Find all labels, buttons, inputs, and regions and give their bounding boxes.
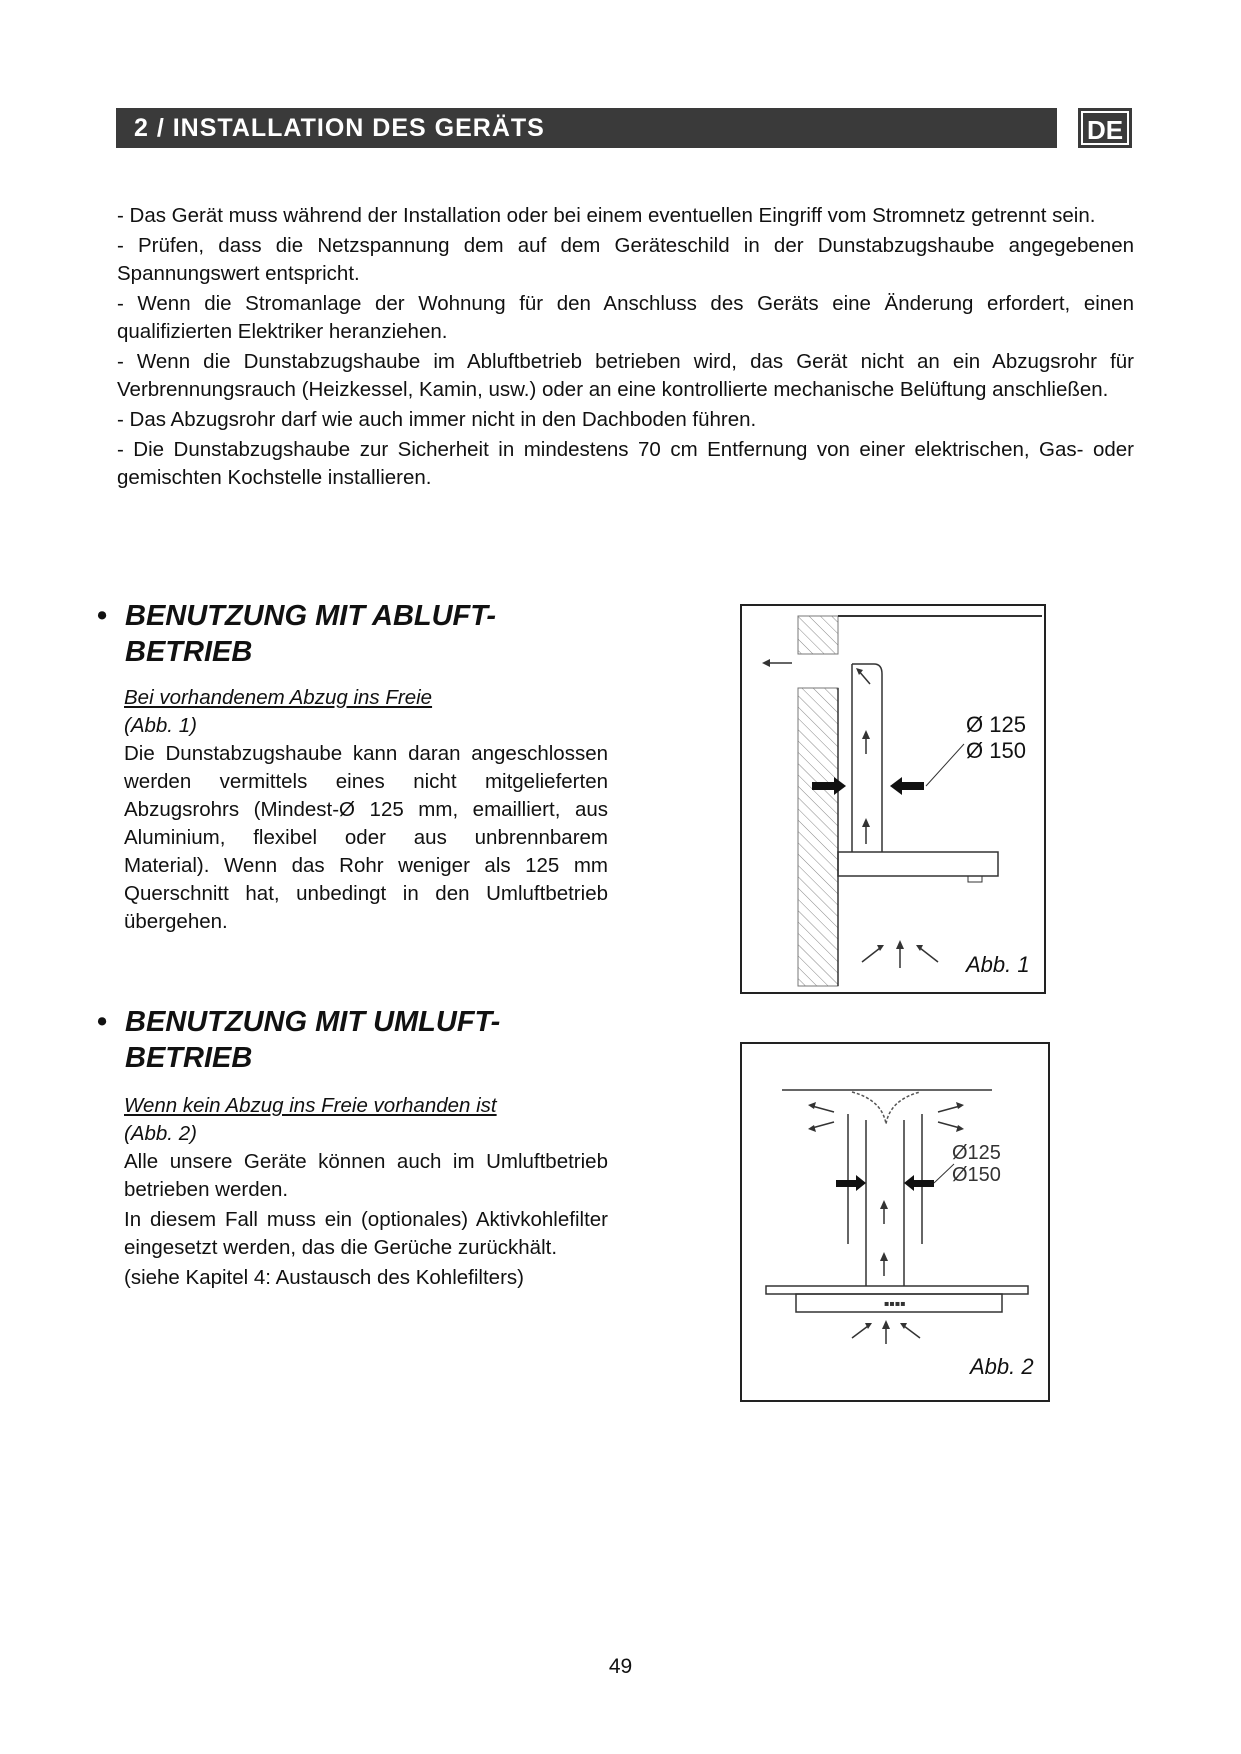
section2-title-line1: BENUTZUNG MIT UMLUFT- xyxy=(125,1006,501,1038)
intro-paragraph: - Wenn die Stromanlage der Wohnung für den Anschluss des Geräts eine Änderung erfordert, einen qualifizierten Elektriker heranziehen. xyxy=(117,292,1134,343)
dimension-label: Ø 125 xyxy=(966,712,1026,737)
outlet-arrow-icon xyxy=(938,1106,960,1112)
section1-figure-ref: (Abb. 1) xyxy=(124,714,197,737)
intro-paragraph: - Das Gerät muss während der Installation oder bei einem eventuellen Eingriff vom Stromnetz getrennt sein. xyxy=(117,204,1096,227)
section1-body xyxy=(124,684,608,938)
figure-1-caption: Abb. 1 xyxy=(966,952,1030,977)
intake-arrow-icon xyxy=(862,948,880,962)
dimension-label: Ø150 xyxy=(952,1164,1001,1186)
clamp-arrow-icon xyxy=(904,1175,914,1191)
section2-figure-ref: (Abb. 2) xyxy=(124,1122,197,1145)
outlet-arrow-icon xyxy=(956,1102,964,1109)
airflow-arrow-icon xyxy=(880,1200,888,1209)
clamp-arrow-icon xyxy=(812,782,834,790)
outlet-arrow-icon xyxy=(808,1102,816,1109)
outlet-arrow-icon xyxy=(812,1106,834,1112)
section2-heading xyxy=(97,1004,657,1076)
intro-paragraph: - Wenn die Dunstabzugshaube im Abluftbetrieb betrieben wird, das Gerät nicht an ein Abzugsrohr für Verbrennungsrauch (Heizkessel, Kamin, usw.) oder an eine kontrollierte mechanische Belüftung anschließen. xyxy=(117,350,1134,401)
outlet-arrow-icon xyxy=(812,1122,834,1128)
clamp-arrow-icon xyxy=(856,1175,866,1191)
section2-body xyxy=(124,1092,608,1294)
section2-subtitle: Wenn kein Abzug ins Freie vorhanden ist xyxy=(124,1094,497,1117)
outlet-arrow-icon xyxy=(938,1122,960,1128)
intro-paragraph: - Die Dunstabzugshaube zur Sicherheit in mindestens 70 cm Entfernung von einer elektrischen, Gas- oder gemischten Kochstelle installieren. xyxy=(117,438,1134,489)
clamp-arrow-icon xyxy=(914,1180,934,1187)
section2-paragraph: (siehe Kapitel 4: Austausch des Kohlefilters) xyxy=(124,1266,524,1289)
airflow-arrow-icon xyxy=(862,818,870,827)
wall-hatch xyxy=(798,688,838,986)
clamp-arrow-icon xyxy=(836,1180,856,1187)
dimension-label: Ø125 xyxy=(952,1142,1001,1164)
section1-title-line2: BETRIEB xyxy=(125,636,253,668)
section1-title-line1: BENUTZUNG MIT ABLUFT- xyxy=(125,600,497,632)
hood-body xyxy=(838,852,998,876)
section1-subtitle: Bei vorhandenem Abzug ins Freie xyxy=(124,686,433,709)
leader-line xyxy=(926,744,964,786)
figure-2-caption: Abb. 2 xyxy=(970,1354,1034,1379)
section2-paragraph: In diesem Fall muss ein (optionales) Aktivkohlefilter eingesetzt werden, das die Gerüche zurückhält. xyxy=(124,1208,608,1259)
bullet-icon: • xyxy=(97,1006,108,1038)
intake-arrow-icon xyxy=(882,1320,890,1329)
intake-arrow-icon xyxy=(896,940,904,949)
leader-line xyxy=(934,1164,954,1183)
intake-arrow-icon xyxy=(920,948,938,962)
outlet-arrow-icon xyxy=(808,1125,816,1132)
figure-1 xyxy=(740,604,1046,994)
bullet-icon: • xyxy=(97,600,108,632)
wall-hatch xyxy=(798,616,838,654)
intake-arrow-icon xyxy=(852,1326,868,1338)
figure-2 xyxy=(740,1042,1050,1402)
section-header-title: 2 / INSTALLATION DES GERÄTS xyxy=(134,114,545,142)
page-number: 49 xyxy=(608,1655,633,1678)
figure-1-dimensions xyxy=(966,712,1026,764)
figure-2-dimensions xyxy=(952,1142,1001,1186)
intro-paragraph: - Prüfen, dass die Netzspannung dem auf dem Geräteschild in der Dunstabzugshaube angegebenen Spannungswert entspricht. xyxy=(117,234,1134,285)
outlet-arrow-icon xyxy=(956,1125,964,1132)
intake-arrow-icon xyxy=(904,1326,920,1338)
outlet-arrow-icon xyxy=(762,659,770,667)
section1-heading xyxy=(97,598,657,670)
clamp-arrow-icon xyxy=(834,777,846,795)
intro-text xyxy=(117,202,1134,494)
hood-top xyxy=(766,1286,1028,1294)
airflow-arrow-icon xyxy=(862,730,870,739)
figure-2-drawing xyxy=(742,1044,1052,1404)
deflector-outline xyxy=(852,1092,920,1124)
section2-paragraph: Alle unsere Geräte können auch im Umluftbetrieb betrieben werden. xyxy=(124,1150,608,1201)
intro-paragraph: - Das Abzugsrohr darf wie auch immer nicht in den Dachboden führen. xyxy=(117,408,757,431)
hood-control-icon: ▪▪▪▪ xyxy=(884,1299,906,1308)
section2-title-line2: BETRIEB xyxy=(125,1042,253,1074)
language-badge: DE xyxy=(1078,108,1132,148)
hood-foot xyxy=(968,876,982,882)
section-header xyxy=(116,108,1057,148)
clamp-arrow-icon xyxy=(890,777,902,795)
airflow-arrow-icon xyxy=(880,1252,888,1261)
figure-1-drawing xyxy=(742,606,1048,996)
section1-paragraph: Die Dunstabzugshaube kann daran angeschlossen werden vermittels eines nicht mitgelieferten Abzugsrohrs (Mindest-Ø 125 mm, emailliert, aus Aluminium, flexibel oder aus unbrennbarem Material). Wenn das Rohr weniger als 125 mm Querschnitt hat, unbedingt in den Umluftbetrieb übergehen. xyxy=(124,742,608,933)
clamp-arrow-icon xyxy=(902,782,924,790)
dimension-label: Ø 150 xyxy=(966,738,1026,763)
